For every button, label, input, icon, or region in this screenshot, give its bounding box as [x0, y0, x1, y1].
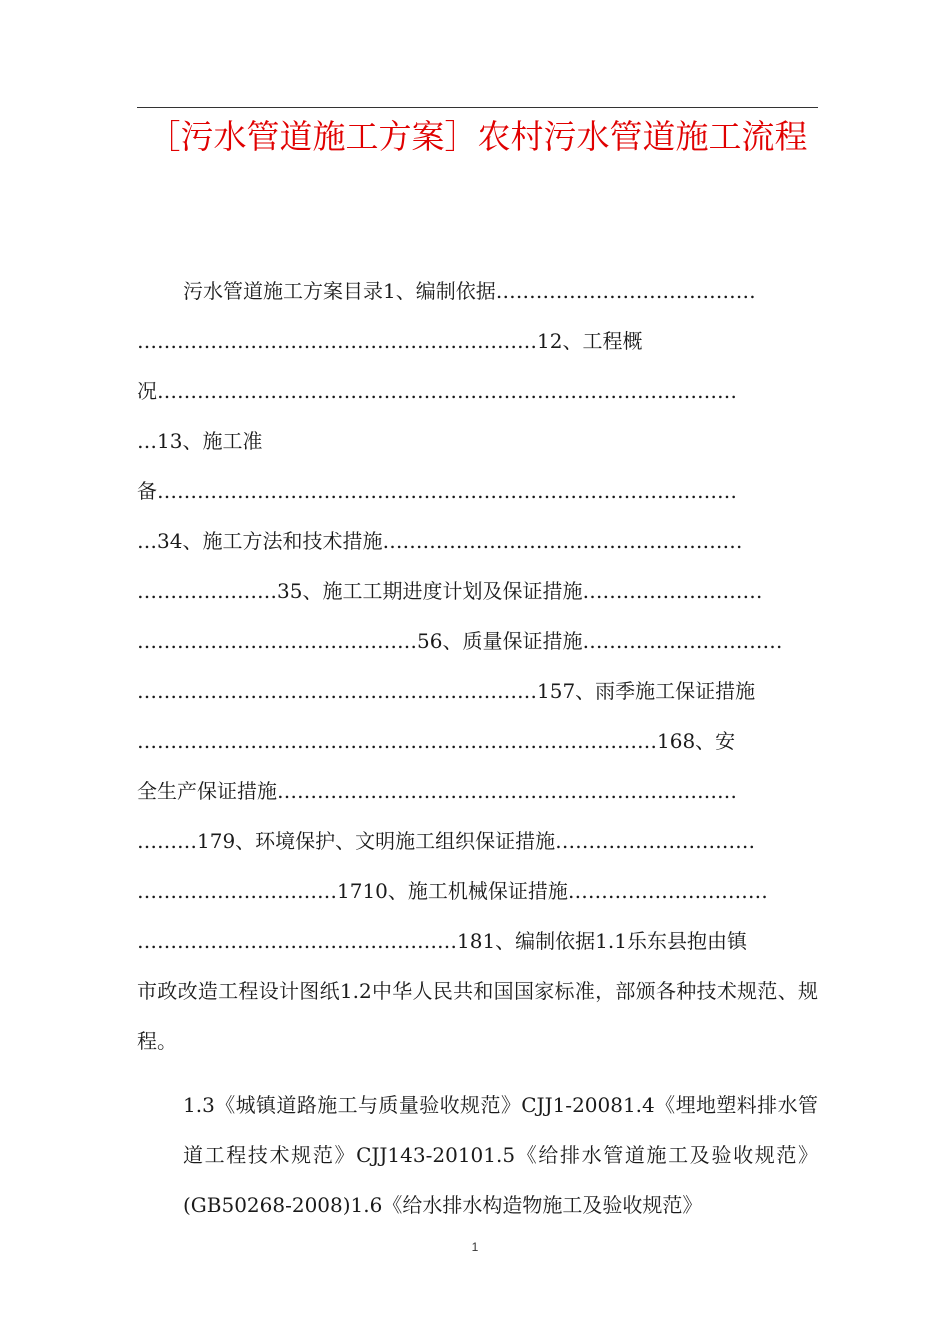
toc-line: …………………35、施工工期进度计划及保证措施……………………… — [137, 579, 763, 603]
toc-line: 污水管道施工方案目录1、编制依据………………………………… — [183, 279, 756, 303]
toc-line: 全生产保证措施…………………………………………………………… — [137, 779, 737, 803]
paragraph-basis: 市政改造工程设计图纸1.2中华人民共和国国家标准，部颁各种技术规范、规程。 — [137, 979, 818, 1053]
toc-line: 况…………………………………………………………………………… — [137, 379, 737, 403]
toc-line: ……………………………………………………157、雨季施工保证措施 — [137, 679, 756, 703]
document-body — [137, 266, 818, 1230]
paragraph-standards: 1.3《城镇道路施工与质量验收规范》CJJ1-20081.4《埋地塑料排水管道工程技术规范》CJJ143-20101.5《给排水管道施工及验收规范》(GB50268-2008)1.6《给水排水构造物施工及验收规范》 — [183, 1093, 818, 1217]
toc-line: …34、施工方法和技术措施……………………………………………… — [137, 529, 743, 553]
toc-line: …………………………………………181、编制依据1.1乐东县抱由镇 — [137, 929, 747, 953]
toc-line: ……………………………………………………12、工程概 — [137, 329, 643, 353]
toc-line: …13、施工准 — [137, 429, 263, 453]
document-title: ［污水管道施工方案］农村污水管道施工流程 — [147, 117, 808, 156]
page-number: 1 — [471, 1240, 479, 1254]
toc-line: …………………………1710、施工机械保证措施………………………… — [137, 879, 768, 903]
toc-line: 备…………………………………………………………………………… — [137, 479, 737, 503]
paragraph-spacer — [137, 1066, 818, 1080]
header-rule — [137, 107, 818, 108]
toc-line: ……………………………………56、质量保证措施………………………… — [137, 629, 783, 653]
toc-line: ……………………………………………………………………168、安 — [137, 729, 736, 753]
toc-line: ………179、环境保护、文明施工组织保证措施………………………… — [137, 829, 756, 853]
